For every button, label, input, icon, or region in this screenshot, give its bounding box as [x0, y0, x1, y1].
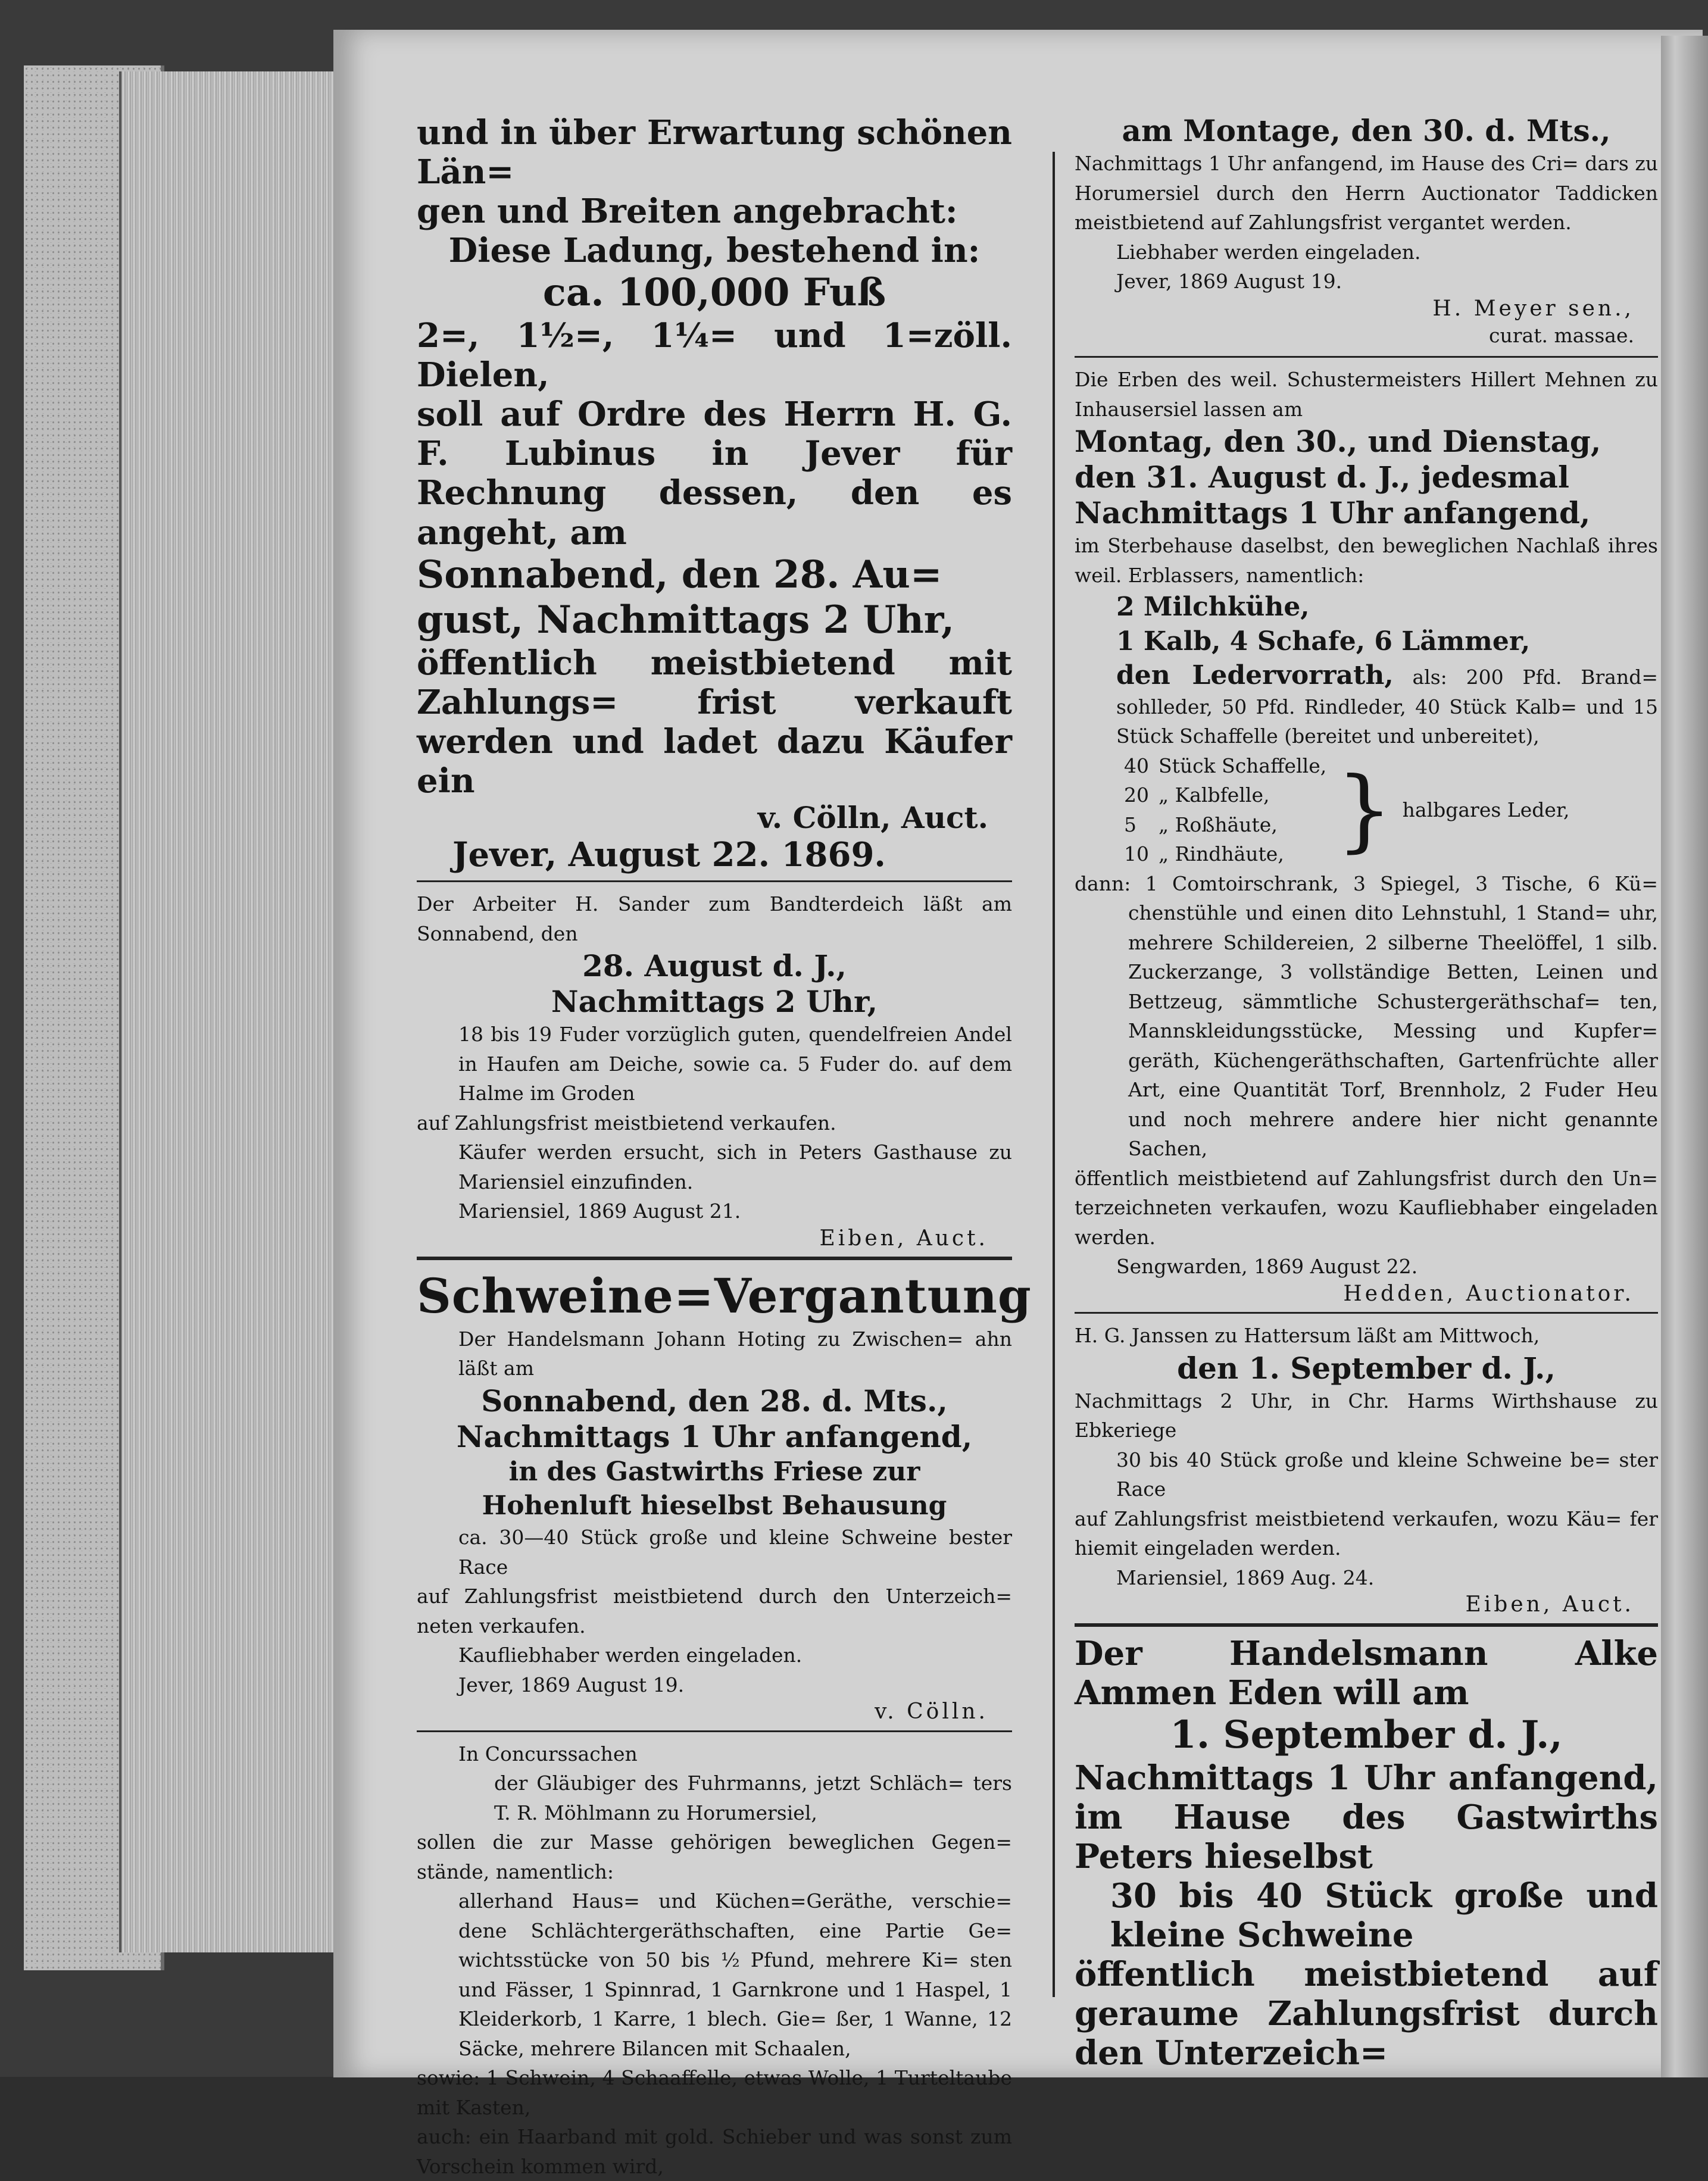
- ad-text: im Sterbehause daselbst, den beweglichen Nachlaß ihres weil. Erblassers, namentlich:: [1075, 534, 1658, 587]
- separator-rule: [417, 1730, 1012, 1732]
- ad-timber-sale: [417, 113, 1012, 874]
- sale-terms: öffentlich meistbietend auf Zahlungsfrist durch den Un= terzeichneten verkaufen, wozu Kaufliebhaber eingeladen werden.: [1075, 1166, 1658, 1249]
- ad-text: Nachmittags 1 Uhr anfangend, im Hause des Gastwirths Peters hieselbst: [1075, 1758, 1658, 1876]
- sale-date-b: gust, Nachmittags 2 Uhr,: [417, 598, 955, 643]
- column-divider: [1053, 152, 1055, 1997]
- ad-text: Nachmittags 2 Uhr, in Chr. Harms Wirthshause zu Ebkeriege: [1075, 1389, 1658, 1442]
- right-column: [1075, 113, 1658, 2073]
- ad-cridar-sale: [1075, 113, 1658, 350]
- hide-name: „ Roßhäute,: [1159, 813, 1278, 836]
- sale-date-a: Montag, den 30., und Dienstag,: [1075, 424, 1601, 460]
- signer: Eiben, Auct.: [1465, 1592, 1634, 1617]
- sale-date: Sonnabend, den 28. d. Mts.,: [481, 1383, 948, 1418]
- ad-intro: In Concurssachen: [458, 1742, 638, 1766]
- sale-date-c: Nachmittags 1 Uhr anfangend,: [1075, 495, 1591, 531]
- sale-terms: öffentlich meistbietend auf geraume Zahlungsfrist durch den Unterzeich=: [1075, 1955, 1658, 2073]
- hide-qty: 5: [1124, 813, 1136, 836]
- sale-items: 18 bis 19 Fuder vorzüglich guten, quendelfreien Andel in Haufen am Deiche, sowie ca. 5 Fuder do. auf dem Halme im Groden: [458, 1023, 1012, 1105]
- hide-name: „ Kalbfelle,: [1159, 783, 1270, 807]
- ad-line-2: gen und Breiten angebracht:: [417, 192, 958, 232]
- sale-date: 1. September d. J.,: [1170, 1712, 1563, 1757]
- ad-eden-pig-sale: [1075, 1634, 1658, 2073]
- ad-intro: Der Handelsmann Alke Ammen Eden will am: [1075, 1633, 1658, 1713]
- separator-rule: [1075, 1623, 1658, 1627]
- ad-intro: Der Handelsmann Johann Hoting zu Zwischen= ahn läßt am: [458, 1327, 1012, 1380]
- hide-qty: 40: [1124, 754, 1149, 777]
- signer-title: curat. massae.: [1489, 323, 1634, 347]
- timber-amount: ca. 100,000 Fuß: [542, 270, 886, 315]
- sowie-label: sowie:: [417, 2066, 480, 2090]
- other-items: dann: 1 Comtoirschrank, 3 Spiegel, 3 Tische, 6 Kü= chenstühle und einen dito Lehnstuhl, 1 Stand= uhr, mehrere Schildereien, 2 silberne Theelöffel, 1 silb. Zuckerzange, 3 vollständige Betten, Leinen und Bettzeug, sämmtliche Schustergeräthschaf= ten, Mannskleidungsstücke, Messing und Kupfer= geräth, Küchengeräthschaften, Gartenfrüchte aller Art, eine Quantität Torf, Brennholz, 2 Fuder Heu und noch mehrere andere hier nicht genannte Sachen,: [1075, 871, 1658, 1161]
- buyers-note: Liebhaber werden eingeladen.: [1116, 240, 1421, 264]
- signer: v. Cölln, Auct.: [757, 800, 988, 836]
- hides-list: [1119, 751, 1575, 869]
- sale-items: 30 bis 40 Stück große und kleine Schweine: [1110, 1876, 1658, 1955]
- list-item: [1119, 751, 1575, 781]
- sale-date-b: den 31. August d. J., jedesmal: [1075, 460, 1569, 495]
- sale-items: 30 bis 40 Stück große und kleine Schweine be= ster Race: [1116, 1448, 1658, 1501]
- item-leather-detail: als: 200 Pfd. Brand= sohlleder, 50 Pfd. Rindleder, 40 Stück Kalb= und 15 Stück Schaffelle (bereitet und unbereitet),: [1116, 665, 1658, 748]
- hide-qty: 20: [1124, 783, 1149, 807]
- place-date: Mariensiel, 1869 Aug. 24.: [1116, 1566, 1375, 1589]
- sale-time: Nachmittags 2 Uhr,: [551, 984, 878, 1020]
- sale-venue-a: in des Gastwirths Friese zur: [508, 1456, 920, 1487]
- ad-pig-auction: [417, 1267, 1032, 1724]
- ad-text: sollen die zur Masse gehörigen beweglichen Gegen= stände, namentlich:: [417, 1830, 1012, 1883]
- ad-body-2: öffentlich meistbietend mit Zahlungs= frist verkauft werden und ladet dazu Käufer ein: [417, 643, 1012, 801]
- sale-terms: auf Zahlungsfrist meistbietend durch den Unterzeich= neten verkaufen.: [417, 1585, 1012, 1638]
- sale-items: allerhand Haus= und Küchen=Geräthe, verschie= dene Schlächtergeräthschaften, eine Partie Ge= wichtsstücke von 50 bis ½ Pfund, mehrere Ki= sten und Fässer, 1 Spinnrad, 1 Garnkrone und 1 Haspel, 1 Kleiderkorb, 1 Karre, 1 blech. Gie= ßer, 1 Wanne, 12 Säcke, mehrere Bilancen mit Schaalen,: [458, 1889, 1012, 2060]
- buyers-note: Kaufliebhaber werden eingeladen.: [458, 1643, 803, 1667]
- place-date: Sengwarden, 1869 August 22.: [1116, 1255, 1418, 1279]
- ad-hattersum-pig-sale: [1075, 1321, 1658, 1617]
- sale-date-a: Sonnabend, den 28. Au=: [417, 552, 942, 597]
- ad-intro: Der Arbeiter H. Sander zum Bandterdeich läßt am Sonnabend, den: [417, 892, 1012, 945]
- place-date: Mariensiel, 1869 August 21.: [458, 1199, 741, 1223]
- sale-date: am Montage, den 30. d. Mts.,: [1122, 113, 1611, 148]
- ad-andel-sale: [417, 889, 1012, 1251]
- ad-intro: Die Erben des weil. Schustermeisters Hillert Mehnen zu Inhausersiel lassen am: [1075, 368, 1658, 421]
- hide-qty: 10: [1124, 842, 1149, 866]
- signer: Eiben, Auct.: [819, 1226, 988, 1251]
- sale-venue-b: Hohenluft hieselbst Behausung: [482, 1491, 947, 1521]
- item-cows: 2 Milchkühe,: [1116, 592, 1310, 623]
- sale-items: ca. 30—40 Stück große und kleine Schweine bester Race: [458, 1526, 1012, 1579]
- auch-label: auch:: [417, 2125, 472, 2149]
- place-date: Jever, 1869 August 19.: [1116, 270, 1342, 293]
- place-date: Jever, August 22. 1869.: [452, 835, 886, 874]
- separator-rule: [417, 1257, 1012, 1260]
- item-leather: den Ledervorrath,: [1116, 660, 1394, 690]
- ad-bankruptcy-sale: [417, 1739, 1012, 2181]
- hide-name: „ Rindhäute,: [1159, 842, 1284, 866]
- sale-date: 28. August d. J.,: [582, 948, 847, 984]
- ad-text: Nachmittags 1 Uhr anfangend, im Hause des Cri= dars zu Horumersiel durch den Herrn Auctionator Taddicken meistbietend auf Zahlungsfrist vergantet werden.: [1075, 152, 1658, 234]
- signer: v. Cölln.: [875, 1699, 988, 1724]
- separator-rule: [417, 880, 1012, 882]
- sale-date: den 1. September d. J.,: [1177, 1350, 1556, 1386]
- sale-terms: auf Zahlungsfrist meistbietend verkaufen, wozu Käu= fer hiemit eingeladen werden.: [1075, 1507, 1658, 1560]
- separator-rule: [1075, 1312, 1658, 1314]
- ad-intro: H. G. Janssen zu Hattersum läßt am Mittwoch,: [1075, 1324, 1540, 1348]
- ad-body: soll auf Ordre des Herrn H. G. F. Lubinus in Jever für Rechnung dessen, den es angeht, am: [417, 395, 1012, 552]
- ad-subject: der Gläubiger des Fuhrmanns, jetzt Schläch= ters T. R. Möhlmann zu Horumersiel,: [494, 1771, 1012, 1824]
- sale-terms: auf Zahlungsfrist meistbietend verkaufen.: [417, 1111, 836, 1135]
- buyers-note: Käufer werden ersucht, sich in Peters Gasthause zu Mariensiel einzufinden.: [458, 1141, 1012, 1193]
- ad-headline: Schweine=Vergantung: [417, 1267, 1032, 1324]
- signer: Hedden, Auctionator.: [1343, 1281, 1634, 1306]
- left-column: [417, 113, 1032, 2181]
- signer: H. Meyer sen.,: [1432, 296, 1634, 321]
- cargo-label: Diese Ladung, bestehend in:: [448, 231, 981, 271]
- place-date: Jever, 1869 August 19.: [458, 1673, 685, 1696]
- hide-name: Stück Schaffelle,: [1159, 754, 1327, 777]
- ad-line-1: und in über Erwartung schönen Län=: [417, 113, 1012, 192]
- timber-sizes: 2=, 1½=, 1¼= und 1=zöll. Dielen,: [417, 316, 1012, 395]
- sale-time: Nachmittags 1 Uhr anfangend,: [456, 1418, 973, 1454]
- auch-items: ein Haarband mit gold. Schieber und was sonst zum Vorschein kommen wird,: [417, 2125, 1012, 2178]
- ad-estate-sale: [1075, 365, 1658, 1306]
- sowie-items: 1 Schwein, 4 Schaaffelle, etwas Wolle, 1 Turteltaube mit Kasten,: [417, 2066, 1012, 2119]
- facing-page-edge: [1661, 36, 1708, 2077]
- hides-label: halbgares Leder,: [1402, 798, 1570, 822]
- brace-icon: }: [1336, 758, 1393, 862]
- item-calf-sheep: 1 Kalb, 4 Schafe, 6 Lämmer,: [1116, 626, 1531, 657]
- separator-rule: [1075, 356, 1658, 358]
